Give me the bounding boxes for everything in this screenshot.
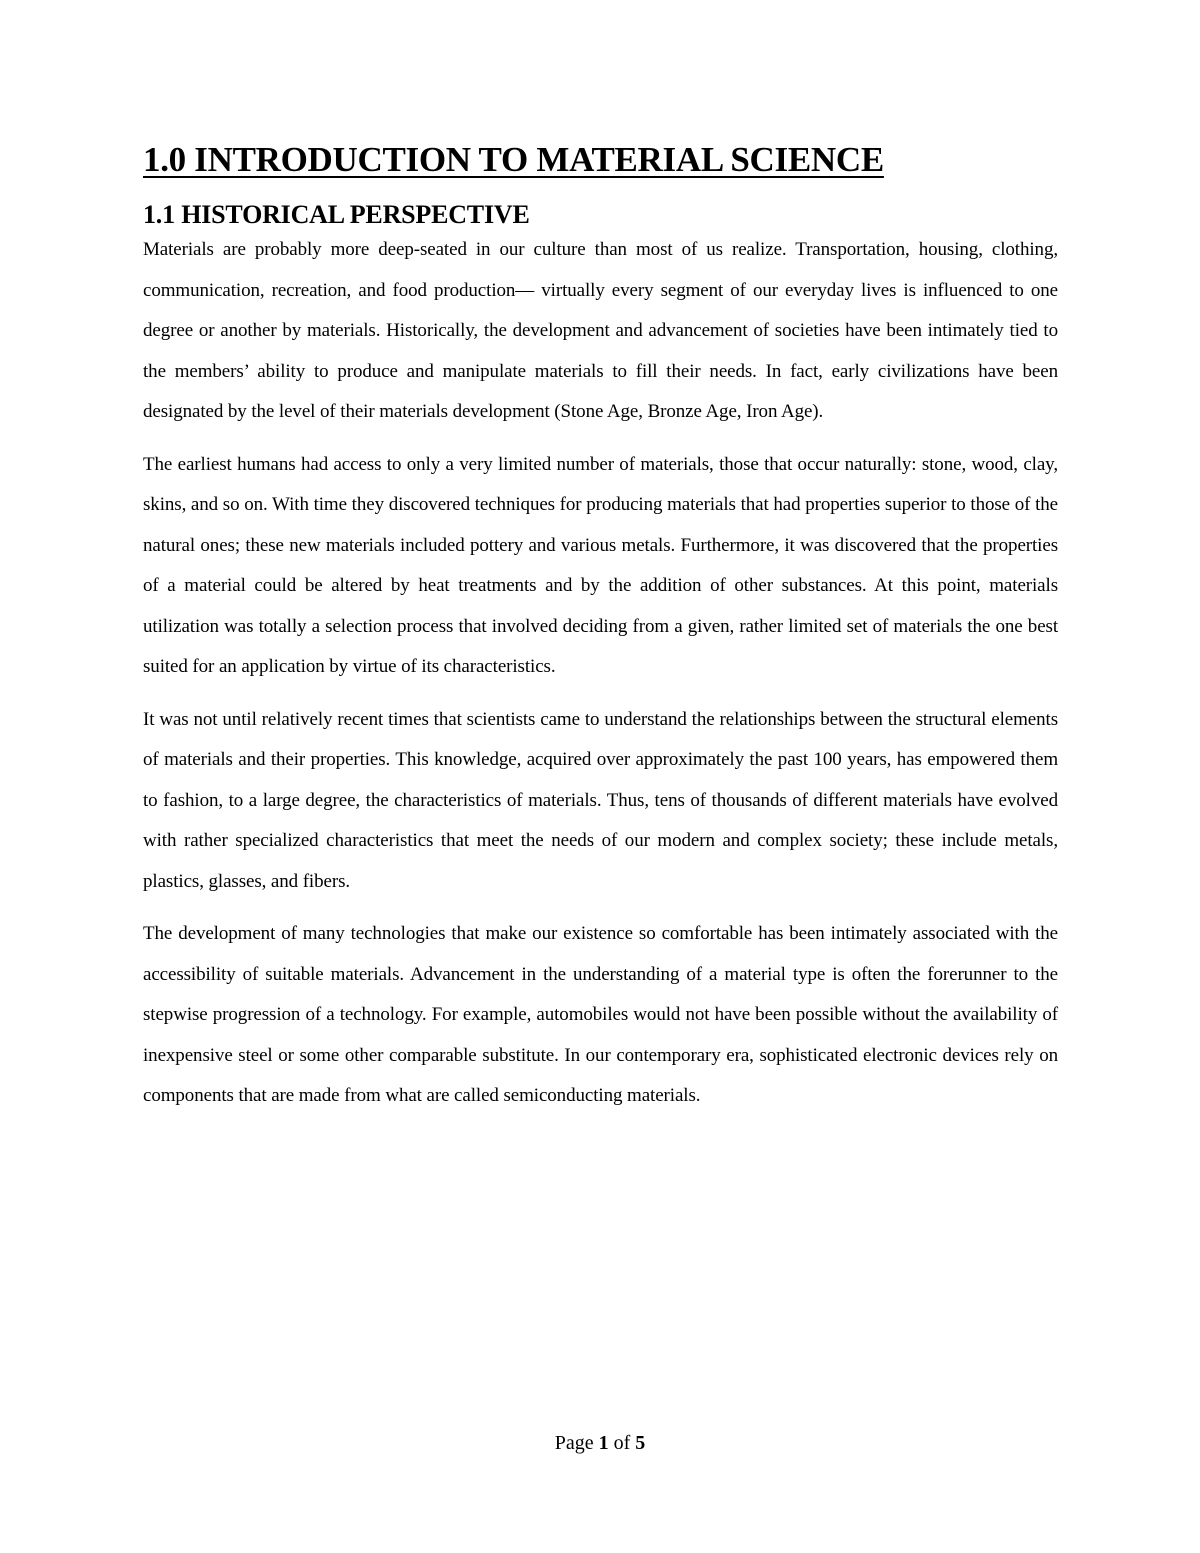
page-label: Page [554, 1432, 594, 1454]
current-page-number: 1 [598, 1432, 609, 1454]
paragraph-4: The development of many technologies that make our existence so comfortable has been intimately associated with the accessibility of suitable materials. Advancement in the understanding of a material type is often the forerunner to the stepwise progression of a technology. For example, automobiles would not have been possible without the availability of inexpensive steel or some other comparable substitute. In our contemporary era, sophisticated electronic devices rely on components that are made from what are called semiconducting materials. [143, 923, 1058, 1106]
of-label: of [613, 1432, 631, 1454]
section-heading: 1.1 HISTORICAL PERSPECTIVE [143, 200, 530, 229]
page-footer [0, 1428, 1200, 1458]
document-title: 1.0 INTRODUCTION TO MATERIAL SCIENCE [143, 140, 884, 179]
total-pages-number: 5 [635, 1432, 646, 1454]
paragraph-2: The earliest humans had access to only a very limited number of materials, those that occur naturally: stone, wood, clay, skins, and so on. With time they discovered techniques for producing materials that had properties superior to those of the natural ones; these new materials included pottery and various metals. Furthermore, it was discovered that the properties of a material could be altered by heat treatments and by the addition of other substances. At this point, materials utilization was totally a selection process that involved deciding from a given, rather limited set of materials the one best suited for an application by virtue of its characteristics. [143, 453, 1058, 677]
paragraph-1: Materials are probably more deep-seated in our culture than most of us realize. Transportation, housing, clothing, communication, recreation, and food production— virtually every segment of our everyday lives is influenced to one degree or another by materials. Historically, the development and advancement of societies have been intimately tied to the members’ ability to produce and manipulate materials to fill their needs. In fact, early civilizations have been designated by the level of their materials development (Stone Age, Bronze Age, Iron Age). [143, 239, 1058, 422]
page-content [143, 138, 1058, 1117]
paragraph-3: It was not until relatively recent times that scientists came to understand the relationships between the structural elements of materials and their properties. This knowledge, acquired over approximately the past 100 years, has empowered them to fashion, to a large degree, the characteristics of materials. Thus, tens of thousands of different materials have evolved with rather specialized characteristics that meet the needs of our modern and complex society; these include metals, plastics, glasses, and fibers. [143, 708, 1058, 892]
